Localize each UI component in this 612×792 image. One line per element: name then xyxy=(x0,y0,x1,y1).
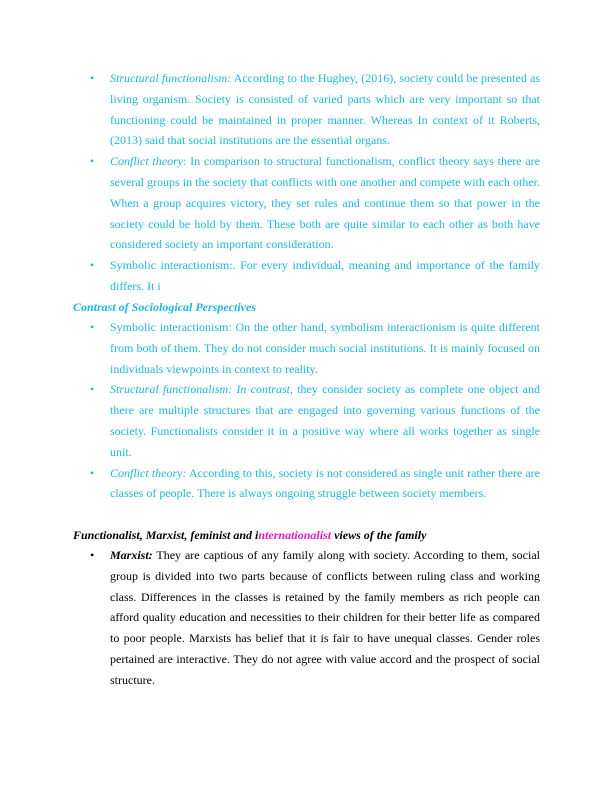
heading-part: Functionalist, Marxist, feminist and i xyxy=(73,528,259,542)
term-label: Conflict theory xyxy=(110,154,184,169)
bullet-icon: • xyxy=(90,258,95,273)
item-text: According to the Hughey, (2016), society could be presented as living organism. Society is consisted of varied parts which are very important so that functioning could be maintained in proper manner. Whereas In context of it Roberts, (2013) said that social institutions are the essential organs. xyxy=(110,71,540,148)
contrast-list xyxy=(90,317,540,504)
item-text: : In comparison to structural functionalism, conflict theory says there are several groups in the society that conflicts with one another and compete with each other. When a group acquires victory, they set rules and continue them so that power in the society could be hold by them. These both are quite similar to each other as both have considered society an important consideration. xyxy=(110,154,540,252)
item-text: they consider society as complete one object and there are multiple structures that are engaged into governing various functions of the society. Functionalists consider it in a positive way where all works together as single unit. xyxy=(110,382,540,459)
item-text: According to this, society is not considered as single unit rather there are classes of people. There is always ongoing struggle between society members. xyxy=(110,465,540,501)
bullet-icon: • xyxy=(90,71,95,85)
list-item-structural-functionalism xyxy=(90,379,540,462)
section-heading-family-views xyxy=(73,527,426,543)
bullet-icon: • xyxy=(90,465,95,480)
family-views-list xyxy=(90,545,540,691)
item-text: Symbolic interactionism:. For every individual, meaning and importance of the family differs. It i xyxy=(110,258,540,293)
heading-part: views of the family xyxy=(331,528,427,542)
term-label: Structural functionalism: xyxy=(110,71,232,85)
bullet-icon: • xyxy=(90,548,95,562)
heading-highlight: nternationalist xyxy=(258,528,332,542)
bullet-icon: • xyxy=(90,320,95,334)
bullet-icon: • xyxy=(90,154,95,169)
list-item-conflict-theory xyxy=(90,151,540,255)
list-item-symbolic-interactionism xyxy=(90,317,540,379)
term-label: Structural functionalism: In contrast, xyxy=(110,382,293,397)
list-item-symbolic-interactionism xyxy=(90,255,540,297)
item-text: They are captious of any family along with society. According to them, social group is divided into two parts because of conflicts between ruling class and working class. Differences in the classes is retained by the family members as rich people can afford quality education and necessities to their children for their better life as compared to poor people. Marxists has belief that it is fair to have unequal classes. Gender roles pertained are interactive. They do not agree with value accord and the prospect of social structure. xyxy=(110,548,540,687)
term-label: Marxist: xyxy=(110,548,153,562)
section-heading-contrast: Contrast of Sociological Perspectives xyxy=(73,300,256,314)
list-item-marxist xyxy=(90,545,540,691)
list-item-structural-functionalism xyxy=(90,68,540,151)
perspectives-list xyxy=(90,68,540,297)
bullet-icon: • xyxy=(90,382,95,397)
term-label: Conflict theory: xyxy=(110,465,187,480)
item-text: Symbolic interactionism: On the other hand, symbolism interactionism is quite different from both of them. They do not consider much social institutions. It is mainly focused on individuals viewpoints in context to reality. xyxy=(110,320,540,376)
list-item-conflict-theory xyxy=(90,463,540,505)
